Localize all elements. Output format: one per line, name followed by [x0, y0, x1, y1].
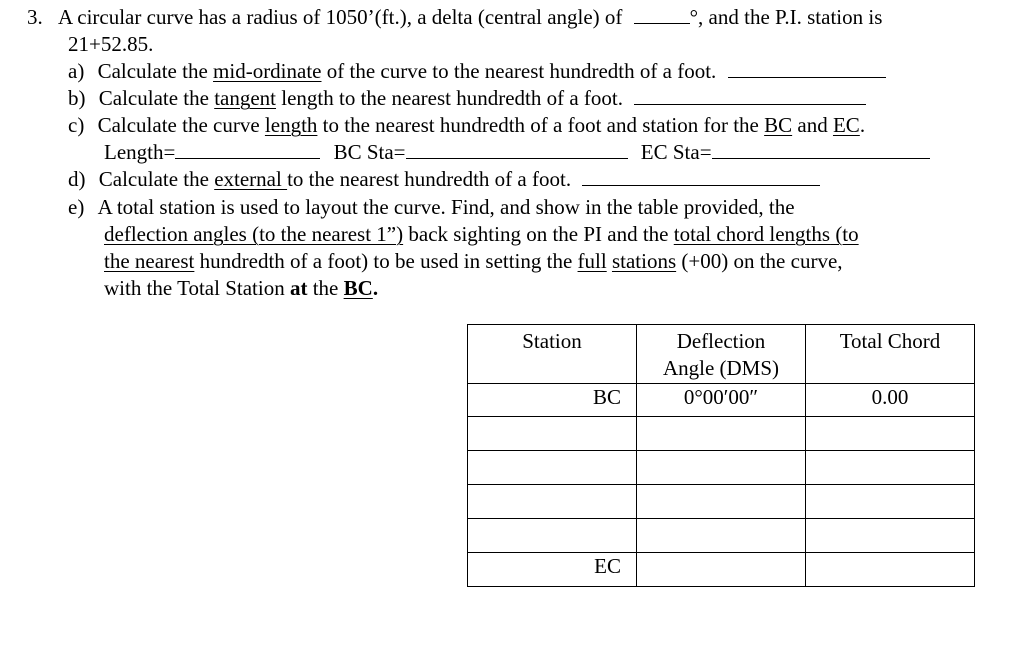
part-c-pre: Calculate the curve [97, 113, 265, 137]
period: . [372, 276, 379, 300]
header-deflection-line-2: Angle (DMS) [662, 356, 780, 380]
part-e-text-3-end: (+00) on the curve, [676, 249, 843, 273]
part-e-line-3 [104, 248, 843, 275]
bc-bold: BC [343, 276, 373, 300]
table-row [468, 485, 975, 519]
delta-blank[interactable] [634, 5, 690, 24]
pi-station: 21+52.85. [68, 32, 154, 56]
answer-blank-a[interactable] [728, 59, 886, 78]
part-e-text-4: with the Total Station [104, 276, 290, 300]
to-phrase: (to [830, 222, 859, 246]
deflection-cell[interactable] [637, 485, 806, 519]
part-e-line-2 [104, 221, 859, 248]
part-e-text-2: back sighting on the PI and the [403, 222, 674, 246]
part-c-end: . [859, 113, 866, 137]
part-e-text-4-mid: the [307, 276, 344, 300]
table-row [468, 519, 975, 553]
table-row [468, 417, 975, 451]
question-number: 3. [27, 5, 43, 29]
question-text-end: °, and the P.I. station is [689, 5, 883, 29]
deflection-cell[interactable] [637, 519, 806, 553]
part-c-bc: BC [764, 113, 793, 137]
chord-cell[interactable]: 0.00 [806, 384, 975, 417]
station-cell: BC [468, 384, 637, 417]
part-c-underlined: length [264, 113, 318, 137]
part-a-letter: a) [68, 59, 85, 83]
table-header-row [468, 325, 975, 384]
answer-blank-b[interactable] [634, 86, 866, 105]
part-d-underlined: external [214, 167, 288, 191]
part-e-line-4 [104, 275, 378, 302]
table-row [468, 451, 975, 485]
part-c-and: and [792, 113, 833, 137]
deflection-cell[interactable] [637, 451, 806, 485]
deflection-cell[interactable]: 0°00′00″ [637, 384, 806, 417]
station-cell: EC [468, 553, 637, 587]
station-cell[interactable] [468, 485, 637, 519]
part-b-post: length to the nearest hundredth of a foot. [276, 86, 623, 110]
station-cell[interactable] [468, 451, 637, 485]
part-a-pre: Calculate the [97, 59, 214, 83]
deflection-angles-phrase: deflection angles (to the nearest 1”) [104, 222, 404, 246]
part-e-text-1: A total station is used to layout the curve. Find, and show in the table provided, the [97, 195, 795, 219]
chord-cell[interactable] [806, 417, 975, 451]
station-cell[interactable] [468, 519, 637, 553]
part-a-post: of the curve to the nearest hundredth of a foot. [321, 59, 717, 83]
question-text: A circular curve has a radius of 1050’(ft.), a delta (central angle) of [58, 5, 623, 29]
part-c-ec: EC [832, 113, 860, 137]
part-c [68, 112, 865, 139]
part-b [68, 85, 866, 112]
ec-sta-blank[interactable] [712, 140, 930, 159]
chord-cell[interactable] [806, 485, 975, 519]
part-a-underlined: mid-ordinate [213, 59, 322, 83]
ec-sta-label: EC Sta= [640, 140, 712, 164]
at-word: at [289, 276, 308, 300]
deflection-cell[interactable] [637, 417, 806, 451]
table-row [468, 384, 975, 417]
part-e-letter: e) [68, 195, 85, 219]
part-e-text-3: hundredth of a foot) to be used in setting the [194, 249, 578, 273]
length-blank[interactable] [175, 140, 320, 159]
part-d-post: to the nearest hundredth of a foot. [287, 167, 572, 191]
nearest-phrase: the nearest [104, 249, 195, 273]
part-b-underlined: tangent [214, 86, 277, 110]
header-deflection [637, 325, 806, 384]
bc-sta-label: BC Sta= [333, 140, 406, 164]
question-line-1 [27, 4, 882, 31]
chord-cell[interactable] [806, 553, 975, 587]
station-cell[interactable] [468, 417, 637, 451]
header-total-chord: Total Chord [806, 325, 975, 384]
part-c-answers [104, 139, 930, 166]
answer-blank-d[interactable] [582, 167, 820, 186]
stations-word: stations [611, 249, 677, 273]
part-c-mid: to the nearest hundredth of a foot and station for the [317, 113, 765, 137]
layout-table [467, 324, 975, 587]
part-b-pre: Calculate the [98, 86, 215, 110]
chord-cell[interactable] [806, 519, 975, 553]
deflection-cell[interactable] [637, 553, 806, 587]
part-a [68, 58, 886, 85]
part-d-pre: Calculate the [98, 167, 215, 191]
part-d [68, 166, 820, 193]
part-e-line-1 [68, 194, 795, 221]
part-d-letter: d) [68, 167, 86, 191]
length-label: Length= [104, 140, 176, 164]
table-row [468, 553, 975, 587]
total-chord-phrase: total chord lengths [673, 222, 831, 246]
part-b-letter: b) [68, 86, 86, 110]
chord-cell[interactable] [806, 451, 975, 485]
header-station: Station [468, 325, 637, 384]
header-deflection-line-1: Deflection [676, 329, 766, 353]
bc-sta-blank[interactable] [406, 140, 628, 159]
part-c-letter: c) [68, 113, 85, 137]
full-word: full [577, 249, 607, 273]
